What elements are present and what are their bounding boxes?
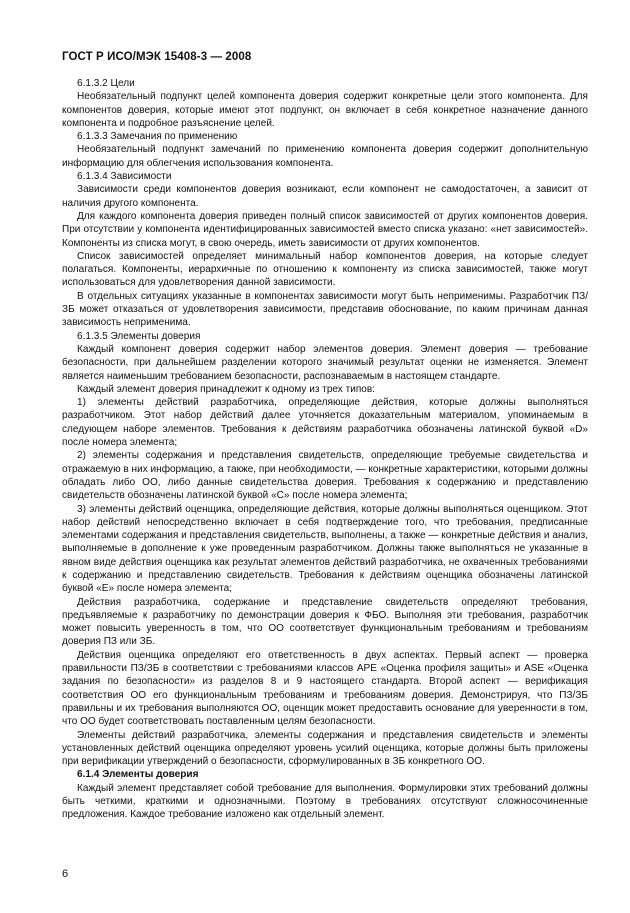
paragraph: Каждый компонент доверия содержит набор элементов доверия. Элемент доверия — требование безопасности, при дальнейшем разделении которого значимый результат оценки не изменяется. Элемент является наименьшим требованием безопасности, распознаваемым в настоящем стандарте. <box>62 343 588 382</box>
subsection-heading-goals: 6.1.3.2 Цели <box>77 78 135 89</box>
list-item-evaluator-actions: 3) элементы действий оценщика, определяющие действия, которые должны выполняться оценщиком. Этот набор действий непосредственно включает в себя подтверждение того, что требования, предписанные элементами содержания и представления свидетельств, выполнены, а также — конкретные действия и анализ, выполняемые в дополнение к уже проведенным разработчиком. Должны также выполняться не указанные в явном виде действия оценщика как результат элементов действий разработчика, не охваченных требованиями к содержанию и представлению свидетельств. Требования к действиям оценщика обозначены латинской буквой «Е» после номера элемента; <box>62 503 588 595</box>
paragraph: Список зависимостей определяет минимальный набор компонентов доверия, на которые следует полагаться. Компоненты, иерархичные по отношению к компоненту из списка зависимостей, также могут использоваться для удовлетворения данной зависимости. <box>62 250 588 289</box>
paragraph: Необязательный подпункт замечаний по применению компонента доверия содержит дополнительную информацию для облегчения использования компонента. <box>62 144 588 169</box>
list-item-developer-actions: 1) элементы действий разработчика, определяющие действия, которые должны выполняться разработчиком. Этот набор действий далее уточняется доказательным материалом, упоминаемым в следующем наборе элементов. Требования к действиям разработчика обозначены латинской буквой «D» после номера элемента; <box>62 397 588 449</box>
page-number: 6 <box>62 868 69 880</box>
paragraph: Действия оценщика определяют его ответственность в двух аспектах. Первый аспект — проверка правильности ПЗ/ЗБ в соответствии с требованиями классов АРЕ «Оценка профиля защиты» и ASE «Оценка задания по безопасности» из разделов 8 и 9 настоящего стандарта. Второй аспект — верификация соответствия ОО его функциональным требованиям и требованиям доверия. Демонстрируя, что ПЗ/ЗБ правильны и их требования выполняются ОО, оценщик может предоставить основание для уверенности в том, что ОО будет соответствовать поставленным целям безопасности. <box>62 649 588 728</box>
paragraph: В отдельных ситуациях указанные в компонентах зависимости могут быть неприменимы. Разработчик ПЗ/ЗБ может отказаться от удовлетворения зависимости, представив обоснование, по каким причинам данная зависимость неприменима. <box>62 290 588 329</box>
page-body <box>62 77 588 822</box>
paragraph: Каждый элемент представляет собой требование для выполнения. Формулировки этих требований должны быть четкими, краткими и однозначными. Поэтому в требованиях отсутствуют сложносочиненные предложения. Каждое требование изложено как отдельный элемент. <box>62 782 588 821</box>
subsection-heading-assurance-elements: 6.1.3.5 Элементы доверия <box>77 330 201 342</box>
section-heading-assurance-elements: 6.1.4 Элементы доверия <box>77 769 199 781</box>
paragraph: Элементы действий разработчика, элементы содержания и представления свидетельств и элементы установленных действий оценщика определяют уровень усилий оценщика, которые должны быть приложены при верификации утверждений о безопасности, сформулированных в ЗБ конкретного ОО. <box>62 729 588 768</box>
subsection-heading-application-notes: 6.1.3.3 Замечания по применению <box>77 131 238 143</box>
paragraph: Для каждого компонента доверия приведен полный список зависимостей от других компонентов доверия. При отсутствии у компонента идентифицированных зависимостей вместо списка указано: «нет зависимостей». Компоненты из списка могут, в свою очередь, иметь зависимости от других компонентов. <box>62 210 588 249</box>
list-item-content-presentation: 2) элементы содержания и представления свидетельств, определяющие требуемые свидетельства и отражаемую в них информацию, а также, при необходимости, — конкретные характеристики, которыми должны обладать либо ОО, либо данные свидетельства доверия. Требования к содержанию и представлению свидетельств обозначены латинской буквой «С» после номера элемента; <box>62 450 588 502</box>
paragraph: Каждый элемент доверия принадлежит к одному из трех типов: <box>77 383 375 395</box>
paragraph: Необязательный подпункт целей компонента доверия содержит конкретные цели этого компонента. Для компонентов доверия, которые имеют этот подпункт, он включает в себя конкретное назначение данного компонента и подробное разъяснение целей. <box>62 91 588 129</box>
subsection-heading-dependencies: 6.1.3.4 Зависимости <box>77 171 172 183</box>
paragraph: Действия разработчика, содержание и представление свидетельств определяют требования, предъявляемые к разработчику по демонстрации доверия к ФБО. Выполняя эти требования, разработчик может повысить уверенность в том, что ОО соответствует функциональным требованиям и требованиям доверия ПЗ или ЗБ. <box>62 596 588 648</box>
paragraph: Зависимости среди компонентов доверия возникают, если компонент не самодостаточен, а зависит от наличия другого компонента. <box>62 184 588 209</box>
running-header: ГОСТ Р ИСО/МЭК 15408-3 — 2008 <box>62 51 252 63</box>
